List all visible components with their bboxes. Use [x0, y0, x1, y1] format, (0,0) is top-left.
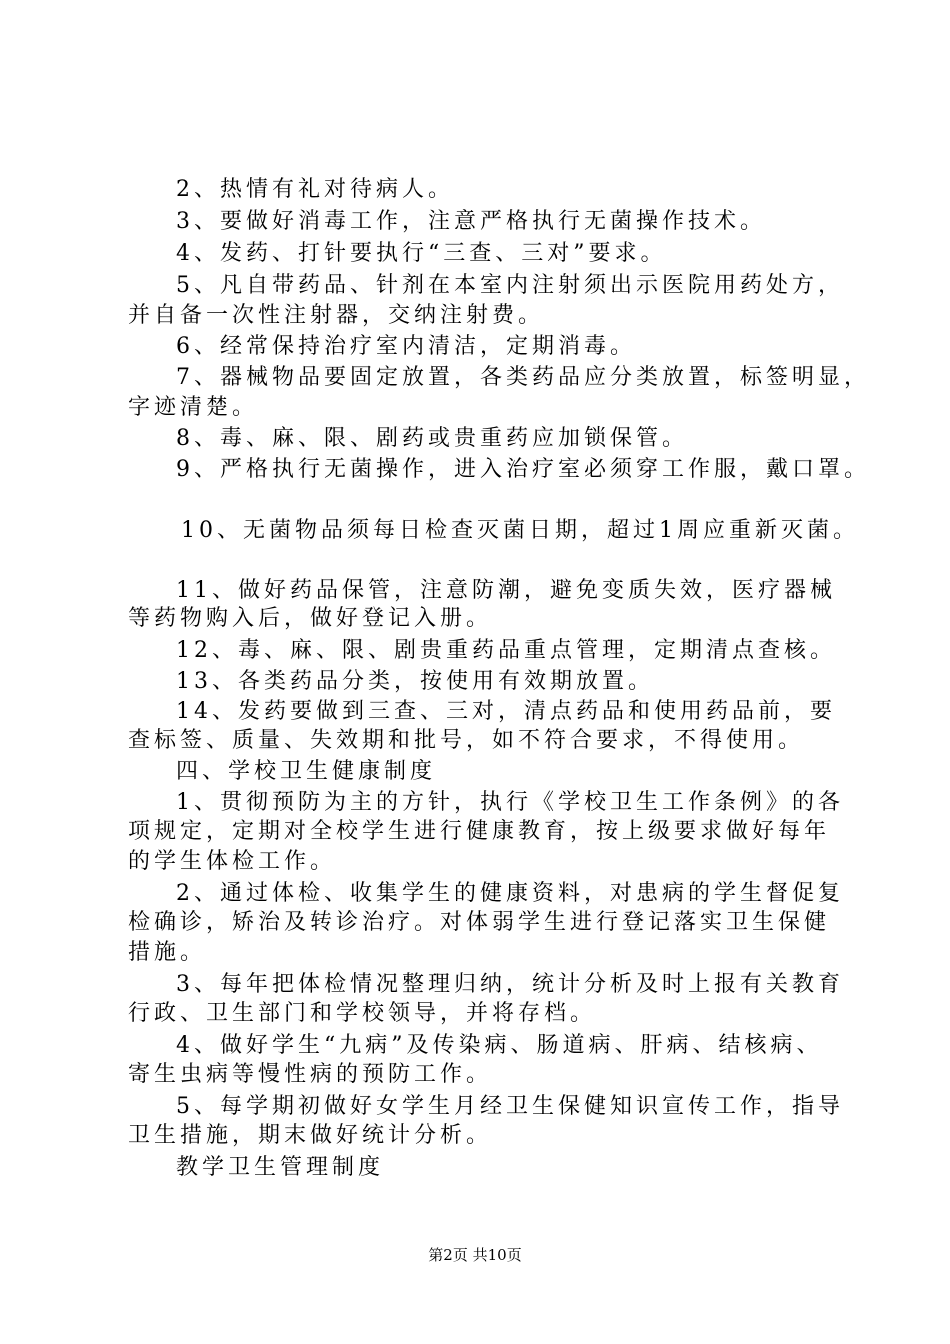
- paragraph-line: 10、无菌物品须每日检查灭菌日期，超过1周应重新灭菌。: [181, 518, 859, 543]
- paragraph-line: 5、凡自带药品、针剂在本室内注射须出示医院用药处方，: [176, 273, 844, 298]
- paragraph-line: 11、做好药品保管，注意防潮，避免变质失效，医疗器械: [176, 578, 836, 603]
- paragraph-line: 查标签、质量、失效期和批号，如不符合要求，不得使用。: [128, 728, 805, 753]
- paragraph-line: 8、毒、麻、限、剧药或贵重药应加锁保管。: [176, 426, 688, 451]
- paragraph-line: 寄生虫病等慢性病的预防工作。: [128, 1062, 493, 1087]
- paragraph-line: 检确诊，矫治及转诊治疗。对体弱学生进行登记落实卫生保健: [128, 910, 831, 935]
- section-heading: 四、学校卫生健康制度: [176, 759, 437, 784]
- paragraph-line: 1、贯彻预防为主的方针，执行《学校卫生工作条例》的各: [176, 790, 844, 815]
- paragraph-line: 14、发药要做到三查、三对，清点药品和使用药品前，要: [176, 699, 836, 724]
- paragraph-line: 3、每年把体检情况整理归纳，统计分析及时上报有关教育: [176, 972, 844, 997]
- paragraph-line: 等药物购入后，做好登记入册。: [128, 606, 493, 631]
- page-number: 第2页 共10页: [428, 1246, 522, 1264]
- paragraph-line: 字迹清楚。: [128, 395, 259, 420]
- paragraph-line: 9、严格执行无菌操作，进入治疗室必须穿工作服，戴口罩。: [176, 457, 870, 482]
- paragraph-line: 4、发药、打针要执行“三查、三对”要求。: [176, 241, 667, 266]
- paragraph-line: 2、通过体检、收集学生的健康资料，对患病的学生督促复: [176, 881, 844, 906]
- paragraph-line: 7、器械物品要固定放置，各类药品应分类放置，标签明显，: [176, 365, 870, 390]
- paragraph-line: 措施。: [128, 940, 207, 965]
- section-heading: 教学卫生管理制度: [176, 1155, 385, 1180]
- paragraph-line: 6、经常保持治疗室内清洁，定期消毒。: [176, 334, 636, 359]
- paragraph-line: 行政、卫生部门和学校领导，并将存档。: [128, 1001, 597, 1026]
- paragraph-line: 卫生措施，期末做好统计分析。: [128, 1123, 493, 1148]
- paragraph-line: 的学生体检工作。: [128, 849, 337, 874]
- paragraph-line: 2、热情有礼对待病人。: [176, 177, 454, 202]
- paragraph-line: 13、各类药品分类，按使用有效期放置。: [176, 669, 654, 694]
- paragraph-line: 5、每学期初做好女学生月经卫生保健知识宣传工作，指导: [176, 1094, 844, 1119]
- paragraph-line: 3、要做好消毒工作，注意严格执行无菌操作技术。: [176, 209, 766, 234]
- paragraph-line: 项规定，定期对全校学生进行健康教育，按上级要求做好每年: [128, 819, 831, 844]
- paragraph-line: 4、做好学生“九病”及传染病、肠道病、肝病、结核病、: [176, 1033, 823, 1058]
- paragraph-line: 并自备一次性注射器，交纳注射费。: [128, 303, 545, 328]
- paragraph-line: 12、毒、麻、限、剧贵重药品重点管理，定期清点查核。: [176, 638, 836, 663]
